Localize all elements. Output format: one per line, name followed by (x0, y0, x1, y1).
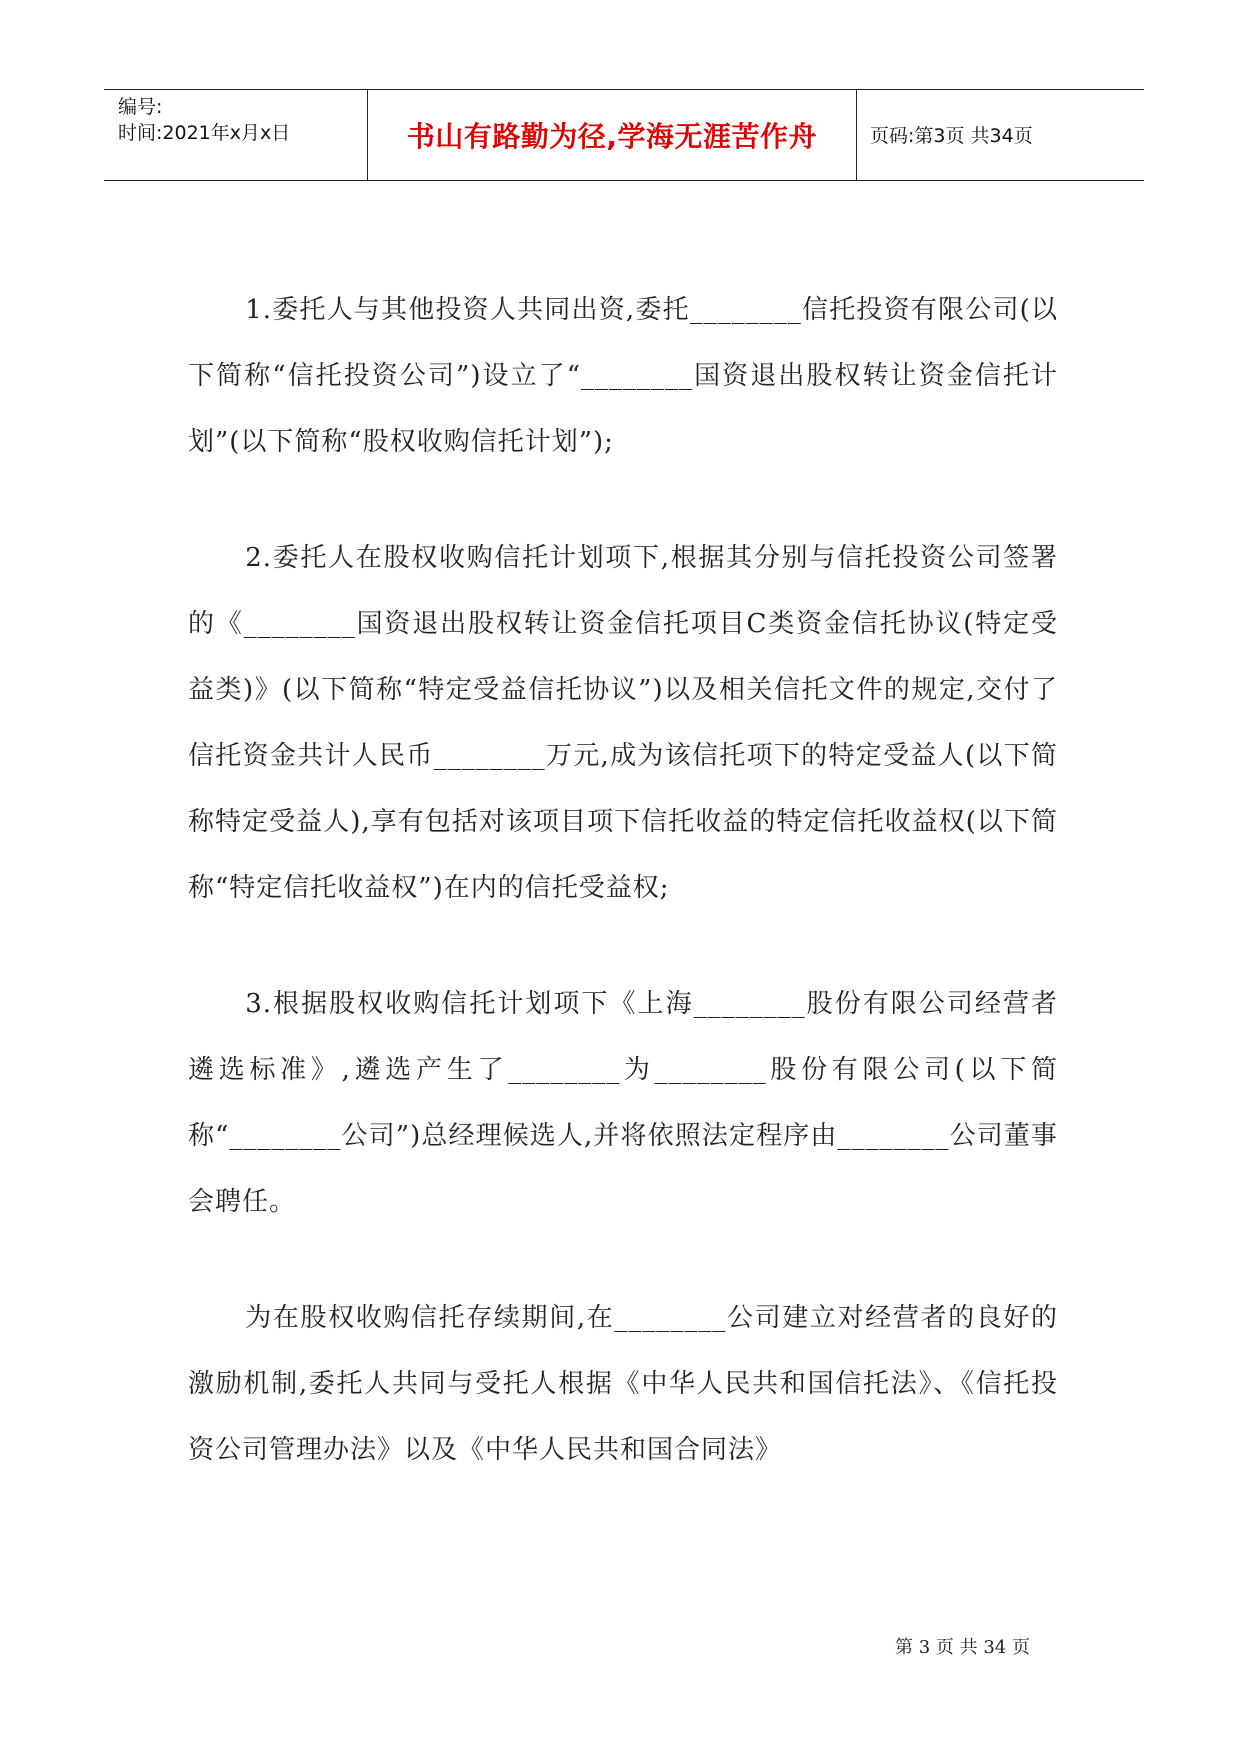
header-motto: 书山有路勤为径,学海无涯苦作舟 (406, 119, 818, 153)
paragraph-4: 为在股权收购信托存续期间,在________公司建立对经营者的良好的激励机制,委托人共同与受托人根据《中华人民共和国信托法》、《信托投资公司管理办法》以及《中华人民共和国合同法》 (188, 1303, 1058, 1465)
paragraph-1: 1.委托人与其他投资人共同出资,委托________信托投资有限公司(以下简称“信托投资公司”)设立了“________国资退出股权转让资金信托计划”(以下简称“股权收购信托计划”); (188, 295, 1058, 457)
document-header (104, 89, 1144, 181)
document-number-label: 编号: (118, 96, 163, 118)
document-date-label: 时间:2021年x月x日 (118, 122, 291, 144)
document-body (188, 277, 1058, 1533)
paragraph-3: 3.根据股权收购信托计划项下《上海________股份有限公司经营者遴选标准》,遴选产生了________为________股份有限公司(以下简称“________公司”)总经理候选人,并将依照法定程序由________公司董事会聘任。 (188, 989, 1058, 1217)
header-divider (856, 90, 857, 180)
paragraph-2: 2.委托人在股权收购信托计划项下,根据其分别与信托投资公司签署的《________国资退出股权转让资金信托项目C类资金信托协议(特定受益类)》(以下简称“特定受益信托协议”)以及相关信托文件的规定,交付了信托资金共计人民币________万元,成为该信托项下的特定受益人(以下简称特定受益人),享有包括对该项目项下信托收益的特定信托收益权(以下简称“特定信托收益权”)在内的信托受益权; (188, 543, 1058, 903)
header-divider (367, 90, 368, 180)
header-meta (118, 94, 290, 146)
header-page-label: 页码:第3页 共34页 (870, 125, 1033, 147)
page-footer: 第 3 页 共 34 页 (895, 1637, 1030, 1658)
